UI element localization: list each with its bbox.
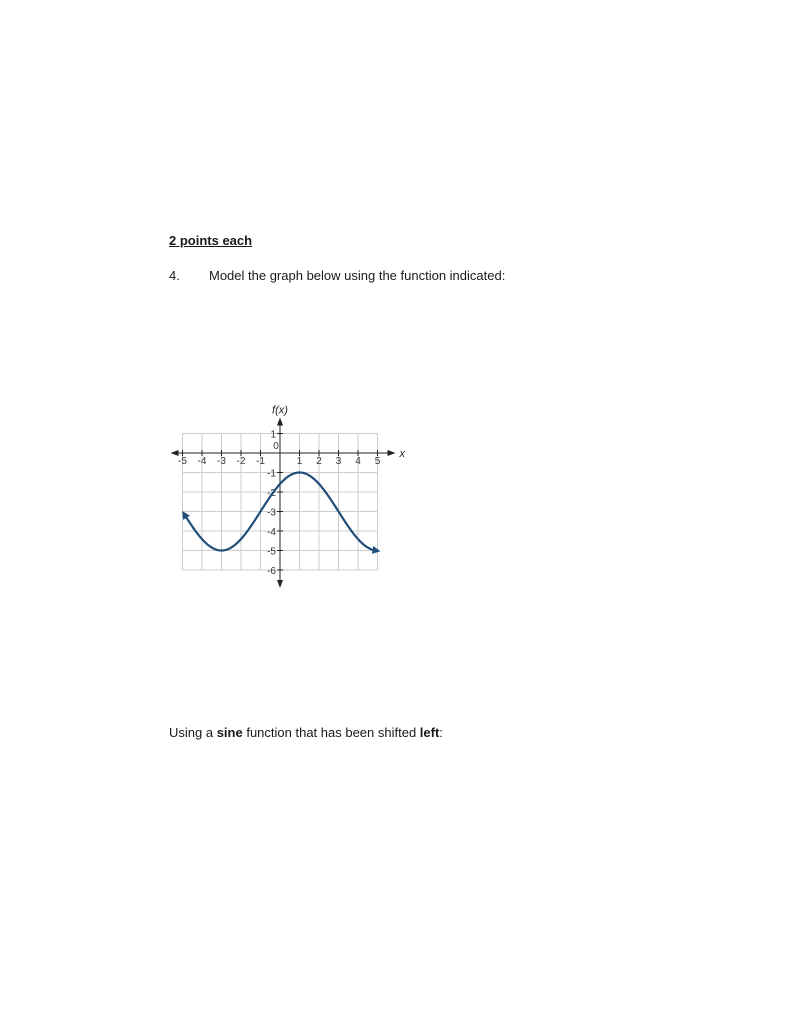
x-tick-label: -2 (236, 456, 246, 467)
instruction-prefix: Using a (169, 725, 217, 740)
y-tick-label: -3 (267, 507, 276, 519)
y-axis-arrow-up (277, 418, 283, 426)
question-text: Model the graph below using the function indicated: (209, 268, 506, 283)
x-tick-label: -3 (217, 456, 226, 467)
y-tick-label: -1 (267, 468, 276, 480)
instruction-word-sine: sine (216, 725, 243, 740)
origin-label: 0 (273, 441, 279, 452)
x-tick-label: -4 (197, 456, 207, 467)
x-tick-label: -1 (256, 456, 265, 467)
curve-layer (182, 473, 380, 554)
x-axis-arrow-right (388, 450, 396, 456)
y-tick-label: -2 (267, 488, 276, 499)
x-tick-label: -5 (178, 456, 187, 467)
y-tick-label: -5 (267, 546, 276, 558)
x-axis-label: x (399, 448, 405, 460)
x-tick-label: 1 (296, 456, 303, 467)
sine-graph (165, 400, 405, 595)
y-axis-label: f(x) (272, 404, 288, 417)
tick-labels (178, 405, 405, 578)
x-tick-label: 2 (316, 456, 322, 467)
chart-svg (165, 400, 405, 595)
y-tick-label: -6 (267, 566, 276, 577)
axes (171, 418, 396, 589)
y-axis-arrow-down (277, 580, 283, 588)
instruction-suffix: : (439, 725, 443, 740)
y-tick-label: -4 (267, 527, 276, 538)
x-tick-label: 4 (355, 456, 361, 467)
instruction (169, 725, 443, 740)
instruction-middle: function that has been shifted (242, 725, 420, 740)
section-heading: 2 points each (169, 233, 253, 248)
x-tick-label: 3 (335, 456, 342, 467)
y-tick-label: 1 (270, 429, 276, 441)
instruction-word-left: left (419, 725, 440, 740)
question-number: 4. (169, 268, 180, 283)
x-tick-label: 5 (374, 456, 381, 467)
curve-arrow-right (372, 546, 381, 554)
